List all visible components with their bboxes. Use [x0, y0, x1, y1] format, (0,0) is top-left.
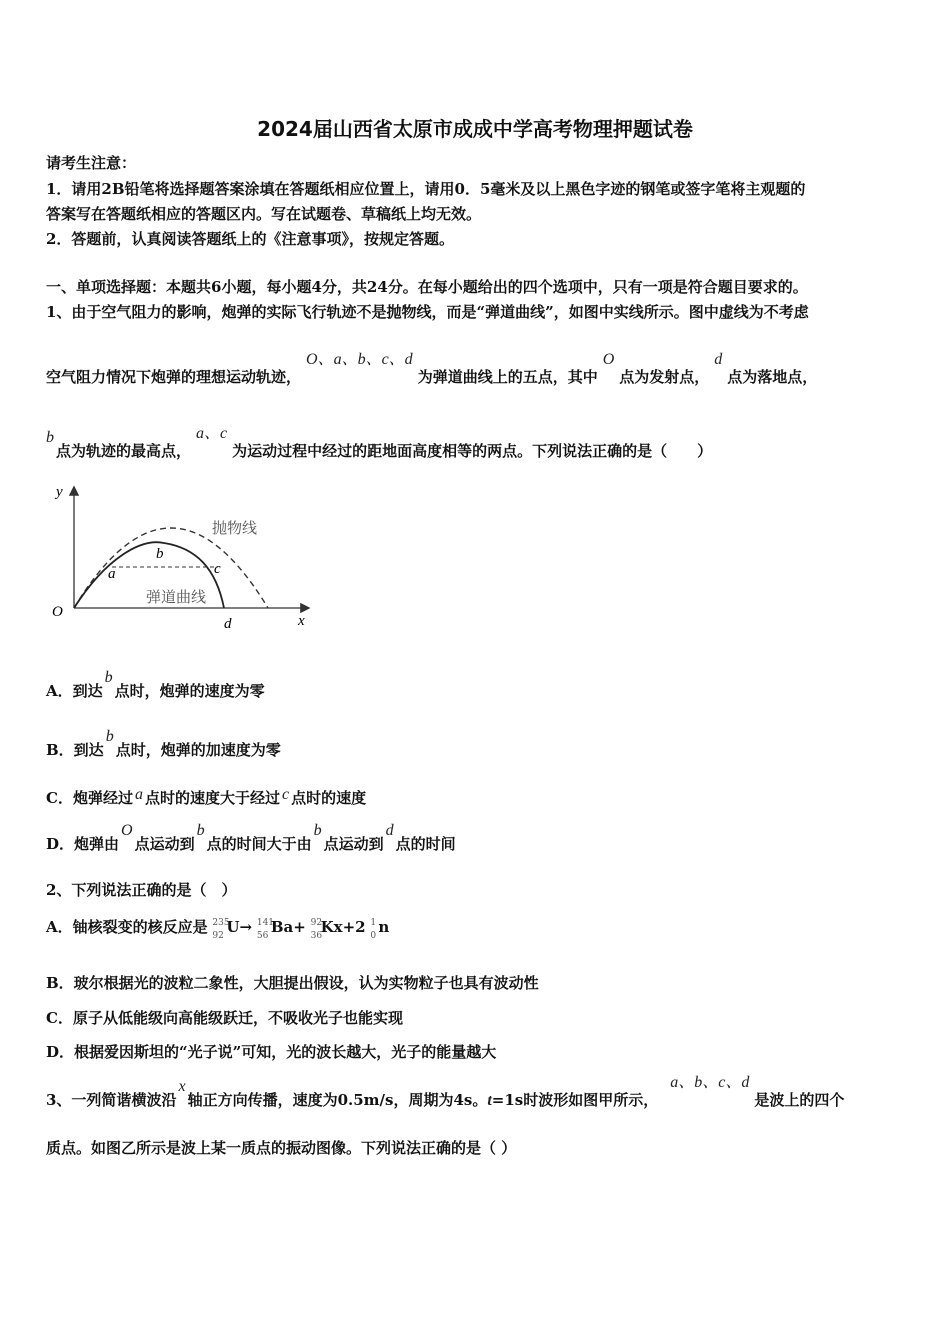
q1-option-d-label: D．炮弹由	[46, 835, 120, 853]
q3-text: 是波上的四个	[754, 1091, 845, 1109]
q1-option-d-text-3: 点运动到	[323, 835, 384, 853]
neutron-symbol: n	[378, 918, 390, 936]
q1-line-1: 1、由于空气阻力的影响，炮弹的实际飞行轨迹不是抛物线，而是“弹道曲线”，如图中实线所示。图中虚线为不考虑	[46, 303, 809, 321]
q1-option-d-symbol-O: O	[121, 822, 133, 839]
q1-option-d-symbol-d: d	[385, 822, 394, 839]
q1-text: 为运动过程中经过的距地面高度相等的两点。下列说法正确的是（ ）	[232, 442, 713, 460]
uranium-mass-number: 235	[212, 918, 230, 928]
neutron-nuclide-indices	[370, 916, 378, 942]
q1-option-b-label: B．到达	[46, 741, 104, 759]
point-label-d: d	[224, 616, 232, 632]
q1-option-d-text: 点运动到	[134, 835, 195, 853]
q2-option-c[interactable]: C．原子从低能级向高能级跃迁，不吸收光子也能实现	[46, 1009, 403, 1027]
section-heading: 一、单项选择题：本题共6小题，每小题4分，共24分。在每小题给出的四个选项中，只有一项是符合题目要求的。	[46, 278, 808, 296]
point-label-c: c	[214, 561, 221, 577]
q3-line-1	[46, 1074, 845, 1110]
axis-label-x: x	[298, 613, 305, 629]
barium-charge-number: 56	[256, 931, 269, 941]
q1-symbol-O: O	[602, 351, 615, 368]
q3-line-2: 质点。如图乙所示是波上某一质点的振动图像。下列说法正确的是（ ）	[46, 1139, 517, 1157]
neutron-charge-number: 0	[370, 931, 377, 941]
q3-text: =1s时波形如图甲所示，	[491, 1091, 659, 1109]
neutron-mass-number: 1	[370, 918, 377, 928]
q1-text: 空气阻力情况下炮弹的理想运动轨迹，	[46, 368, 302, 386]
point-label-b: b	[156, 546, 164, 562]
point-label-a: a	[108, 566, 116, 582]
uranium-charge-number: 92	[212, 931, 224, 941]
q1-line-2	[46, 351, 818, 387]
q3-text: 轴正方向传播，速度为0.5m/s，周期为4s。	[187, 1091, 488, 1109]
q2-option-d[interactable]: D．根据爱因斯坦的“光子说”可知，光的波长越大，光子的能量越大	[46, 1043, 497, 1061]
q1-option-d-symbol-b2: b	[313, 822, 322, 839]
notice-item-2: 2．答题前，认真阅读答题纸上的《注意事项》，按规定答题。	[46, 230, 454, 248]
q1-symbol-points: O、a、b、c、d	[306, 351, 413, 368]
q3-symbol-t: t	[487, 1092, 492, 1109]
q1-text: 点为落地点，	[727, 368, 818, 386]
q1-option-c-symbol-c: c	[281, 786, 290, 803]
page-title: 2024届山西省太原市成成中学高考物理押题试卷	[257, 117, 693, 141]
notice-heading: 请考生注意：	[46, 154, 137, 172]
q1-text: 点为发射点，	[619, 368, 710, 386]
trajectory-figure	[46, 478, 326, 638]
notice-item-1a: 1．请用2B铅笔将选择题答案涂填在答题纸相应位置上，请用0．5毫米及以上黑色字迹的钢笔或签字笔将主观题的	[46, 180, 806, 198]
q1-option-c[interactable]	[46, 787, 366, 808]
q3-symbol-abcd: a、b、c、d	[670, 1074, 750, 1091]
notice-item-1b: 答案写在答题纸相应的答题区内。写在试题卷、草稿纸上均无效。	[46, 205, 482, 223]
q1-option-d-symbol-b: b	[196, 822, 205, 839]
q1-symbol-d: d	[714, 351, 723, 368]
point-label-O: O	[52, 604, 63, 620]
q1-option-c-label: C．炮弹经过	[46, 789, 133, 807]
uranium-symbol: U→	[226, 918, 253, 936]
q1-text: 为弹道曲线上的五点，其中	[417, 368, 598, 386]
q1-option-c-symbol-a: a	[134, 786, 143, 803]
krypton-mass-number: 92	[310, 918, 323, 928]
q1-option-d-text-2: 点的时间大于由	[206, 835, 312, 853]
q2-option-b[interactable]: B．玻尔根据光的波粒二象性，大胆提出假设，认为实物粒子也具有波动性	[46, 974, 539, 992]
q2-stem: 2、下列说法正确的是（ ）	[46, 881, 237, 899]
q1-text: 点为轨迹的最高点，	[56, 442, 192, 460]
q1-option-a-symbol: b	[104, 669, 113, 686]
q3-text: 3、一列简谐横波沿	[46, 1091, 177, 1109]
q1-option-b[interactable]	[46, 728, 281, 760]
uranium-nuclide-indices	[212, 916, 230, 942]
q1-option-a-text: 点时，炮弹的速度为零	[114, 682, 265, 700]
q1-option-d-text-4: 点的时间	[395, 835, 456, 853]
q1-option-b-symbol: b	[105, 728, 114, 745]
q1-option-c-text: 点时的速度大于经过	[144, 789, 280, 807]
q3-symbol-x: x	[178, 1078, 186, 1095]
q1-option-d[interactable]	[46, 822, 456, 854]
barium-nuclide-indices	[256, 916, 275, 942]
q2-option-a-label: A．铀核裂变的核反应是	[46, 918, 208, 936]
q1-symbol-ac: a、c	[196, 425, 228, 442]
q1-line-3	[46, 425, 713, 461]
q1-option-a-label: A．到达	[46, 682, 103, 700]
q1-option-b-text: 点时，炮弹的加速度为零	[115, 741, 281, 759]
q1-option-a[interactable]	[46, 669, 265, 701]
krypton-nuclide-indices	[311, 916, 321, 942]
barium-symbol: Ba+	[270, 918, 306, 936]
parabola-label: 抛物线	[212, 519, 258, 537]
q2-option-a[interactable]	[46, 916, 389, 942]
barium-mass-number: 141	[256, 918, 275, 928]
q1-option-c-text-2: 点时的速度	[291, 789, 367, 807]
axis-label-y: y	[56, 484, 63, 500]
krypton-charge-number: 36	[310, 931, 323, 941]
q1-symbol-b: b	[46, 429, 54, 446]
ballistic-label: 弹道曲线	[146, 588, 207, 606]
krypton-symbol: Kx+2	[320, 918, 366, 936]
